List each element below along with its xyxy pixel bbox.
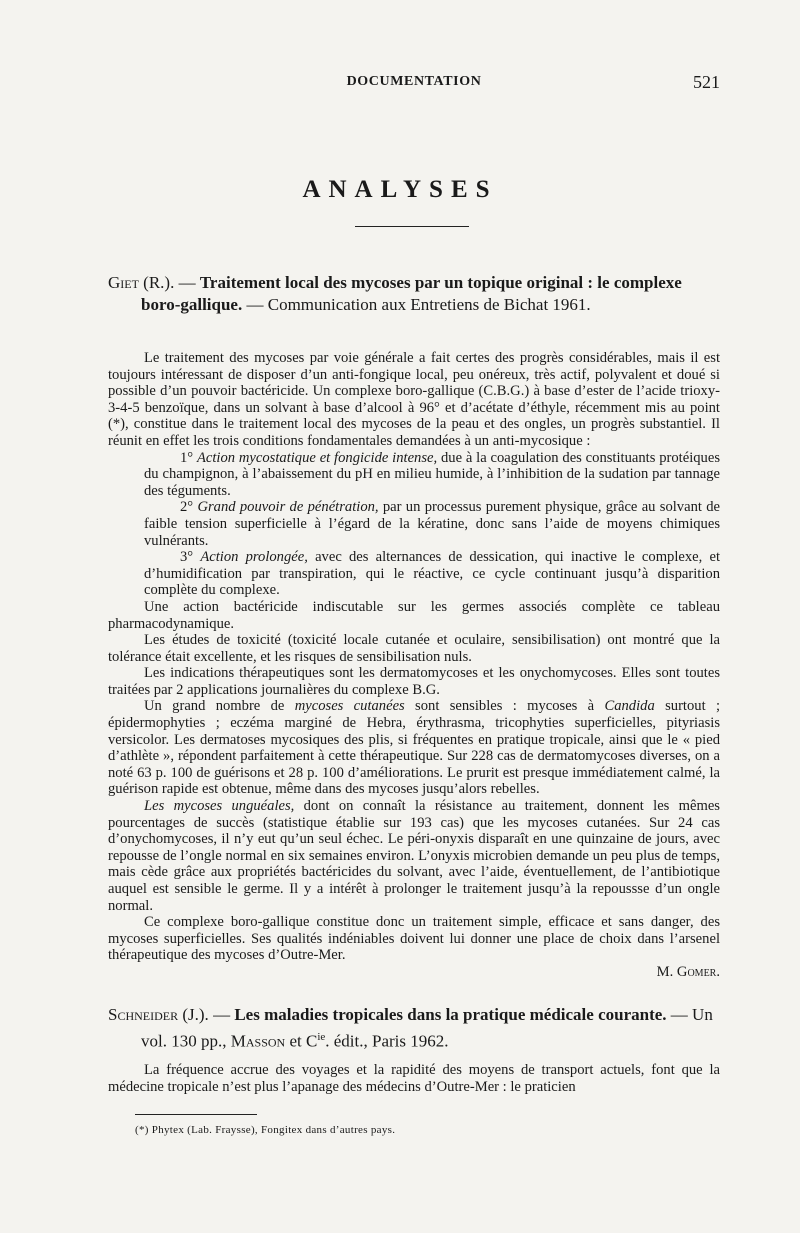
paragraph-mycoses-cutanees: Un grand nombre de mycoses cutanées sont sensibles : mycoses à Candida surtout ; épidermophyties ; eczéma marginé de Hebra, érythrasma, tricophyties superficielles, pityriasis versicolor. Les dermatoses mycosiques des plis, si fréquentes en pratique tropicale, ainsi que le « pied d’athlète », répondent parfaitement à cette thérapeutique. Sur 228 cas de dermatomycoses diverses, on a noté 63 p. 100 de guérisons et 28 p. 100 d’améliorations. Le prurit est presque immédiatement calmé, la guérison rapide est obtenue, même dans des mycoses jusqu’alors rebelles.: [108, 698, 721, 798]
review-1-title: Traitement local des mycoses par un topique original : le complexe boro-gallique.: [141, 273, 682, 314]
footnote-rule: [135, 1114, 257, 1115]
review-1-author: Giet (R.).: [108, 273, 175, 292]
section-title: ANALYSES: [302, 176, 498, 203]
page-number: 521: [693, 72, 720, 92]
paragraph-bactericide: Une action bactéricide indiscutable sur les germes associés complète ce tableau pharmacodynamique.: [108, 598, 720, 632]
review-2-source-c: . édit., Paris 1962.: [325, 1031, 449, 1051]
review-2-intro: La fréquence accrue des voyages et la rapidité des moyens de transport actuels, font que la médecine tropicale n’est plus l’apanage des médecins d’Outre-Mer : le praticien: [108, 1062, 720, 1095]
review-1-signature: M. Gomer.: [656, 963, 720, 980]
review-2-author: Schneider (J.).: [108, 1005, 209, 1024]
condition-3: 3° Action prolongée, avec des alternances de dessication, qui inactive le complexe, et d’humidification par transpiration, qui le réactive, ce cycle continuant jusqu’à disparition complète du complexe.: [144, 549, 721, 599]
running-header: [108, 72, 720, 94]
review-1-intro: Le traitement des mycoses par voie générale a fait certes des progrès considérables, mais il est toujours intéressant de disposer d’un anti-fongique local, peu onéreux, très actif, polyvalent et doué si possible d’un pouvoir bactéricide. Un complexe boro-gallique (C.B.G.) à base d’ester de l’acide trioxy-3-4-5 benzoïque, dans un solvant à base d’alcool à 96° et d’acétate d’éthyle, récemment mis au point (*), constitue dans le traitement local des mycoses de la peau et des ongles, un progrès substantiel. Il réunit en effet les trois conditions fondamentales demandées à un anti-mycosique :: [108, 350, 720, 449]
review-2-publisher: Masson: [230, 1031, 286, 1051]
title-rule: [355, 226, 469, 227]
review-2-title: Les maladies tropicales dans la pratique médicale courante.: [234, 1005, 667, 1024]
paragraph-mycoses-ungueales: Les mycoses unguéales, dont on connaît la résistance au traitement, donnent les mêmes pourcentages de succès (statistique établie sur 193 cas) que les mycoses cutanées. Sur 24 cas d’onychomycoses, il n’y eut qu’un seul échec. Le péri-onyxis disparaît en une quinzaine de jours, avec repousse de l’ongle normal en six semaines environ. L’onyxis microbien demande un peu plus de temps, mais cède grâce aux propriétés bactéricides du solvant, avec l’aide, éventuellement, de l’antibiotique auquel est sensible le germe. Il y a intérêt à prolonger le traitement jusqu’à la repoussse d’un ongle normal.: [108, 798, 720, 914]
review-2-reference: [108, 1004, 720, 1053]
running-title: DOCUMENTATION: [346, 74, 482, 89]
paragraph-indications: Les indications thérapeutiques sont les dermatomycoses et les onychomycoses. Elles sont toutes traitées par 2 applications journalières du complexe B.G.: [108, 665, 720, 698]
review-1-source: — Communication aux Entretiens de Bichat 1961.: [242, 295, 591, 314]
review-2-superscript: ie: [317, 1031, 326, 1043]
review-2-dash: —: [208, 1005, 235, 1024]
condition-1: 1° Action mycostatique et fongicide intense, due à la coagulation des constituants protéiques du champignon, à l’abaissement du pH en milieu humide, à l’inhibition de la sudation par tannage des téguments.: [144, 449, 720, 499]
review-1-dash: —: [174, 273, 200, 292]
review-2-source-b: et C: [285, 1031, 318, 1051]
footnote: (*) Phytex (Lab. Fraysse), Fongitex dans d’autres pays.: [135, 1124, 396, 1136]
review-1-reference: [108, 272, 720, 316]
review-1-body: [108, 350, 720, 981]
paragraph-conclusion: Ce complexe boro-gallique constitue donc un traitement simple, efficace et sans danger, des mycoses superficielles. Ses qualités indéniables doivent lui donner une place de choix dans l’arsenel thérapeutique des mycoses d’Outre-Mer.: [108, 914, 720, 964]
condition-2: 2° Grand pouvoir de pénétration, par un processus purement physique, grâce au solvant de faible tension superficielle à l’égard de la kératine, donc sans l’aide de moyens chimiques vulnérants.: [144, 499, 720, 549]
review-2-source-a: — Un vol. 130 pp.,: [141, 1005, 713, 1051]
review-2-body: [108, 1062, 720, 1095]
paragraph-toxicite: Les études de toxicité (toxicité locale cutanée et oculaire, sensibilisation) ont montré que la tolérance était excellente, et les risques de sensibilisation nuls.: [108, 632, 720, 665]
